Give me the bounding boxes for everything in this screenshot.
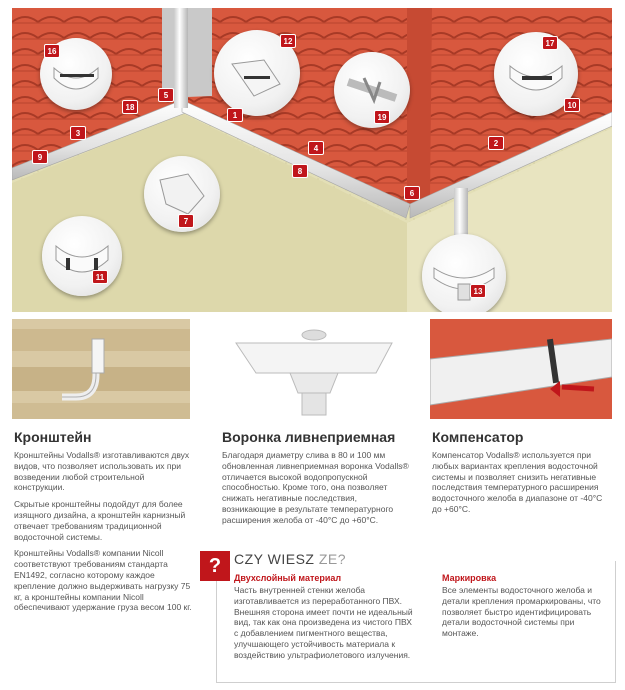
callout-12: 12	[280, 34, 296, 48]
callout-4: 4	[308, 141, 324, 155]
compensator-photo	[430, 319, 612, 419]
funnel-photo	[216, 319, 412, 419]
callout-17: 17	[542, 36, 558, 50]
bracket-photo	[12, 319, 190, 419]
callout-6: 6	[404, 186, 420, 200]
two-layer-material-heading: Двухслойный материал	[234, 573, 342, 583]
funnel-paragraph-1: Благодаря диаметру слива в 80 и 100 мм обновленная ливнеприемная воронка Vodalls® отличается высокой водопропускной способностью. Кроме того, она позволяет снижать негативные последствия, возникающие в результате температурного расширения желоба от -40°C до +60°C.	[222, 450, 409, 525]
callout-13: 13	[470, 284, 486, 298]
callout-2: 2	[488, 136, 504, 150]
funnel-title: Воронка ливнеприемная	[222, 429, 396, 445]
did-you-know-title	[234, 551, 350, 567]
bracket-paragraph-3: Кронштейны Vodalls® компании Nicoll соответствуют требованиям стандарта EN1492, согласно которому каждое крепление должно выдерживать нагрузку 75 кг, а кронштейны компании Nicoll обеспечивают удержание груза весом 100 кг.	[14, 548, 192, 613]
compensator-image	[430, 319, 612, 419]
callout-7: 7	[178, 214, 194, 228]
callout-5: 5	[158, 88, 174, 102]
inset-coupler-11	[42, 216, 122, 296]
bracket-paragraph-1: Кронштейны Vodalls® изготавливаются двух видов, что позволяет использовать их при возведении любой строительной конструкции.	[14, 450, 190, 493]
callout-16: 16	[44, 44, 60, 58]
two-layer-material-text: Часть внутренней стенки желоба изготавливается из переработанного ПВХ. Внешняя сторона имеет почти не идеальный вид, так как она произведена из чистого ПВХ с добавлением пигментного вещества, улучшающего устойчивость материала к воздействию ультрафиолетового излучения.	[234, 585, 413, 660]
marking-text: Все элементы водосточного желоба и детали крепления промаркированы, что позволяет быстро идентифицировать детали водосточной системы при монтаже.	[442, 585, 601, 639]
bracket-paragraph-2: Скрытые кронштейны подойдут для более изящного дизайна, а кронштейн карнизный отвечает требованиям традиционной водосточной системы.	[14, 499, 186, 542]
callout-3: 3	[70, 126, 86, 140]
did-you-know-title-main: CZY WIESZ	[234, 551, 315, 567]
compensator-paragraph-1: Компенсатор Vodalls® используется при любых вариантах крепления водосточной системы и позволяет снизить негативные последствия температурного расширения водосточного желоба в диапазоне от -40°C до +60°C.	[432, 450, 603, 514]
marking-heading: Маркировка	[442, 573, 497, 583]
callout-11: 11	[92, 270, 108, 284]
inset-outlet-13	[422, 234, 506, 312]
bracket-description	[14, 450, 194, 619]
callout-19: 19	[374, 110, 390, 124]
callout-8: 8	[292, 164, 308, 178]
bracket-title: Кронштейн	[14, 429, 92, 445]
did-you-know-title-accent: ZE?	[318, 551, 347, 567]
question-icon: ?	[200, 551, 230, 581]
callout-1: 1	[227, 108, 243, 122]
callout-9: 9	[32, 150, 48, 164]
hidden-bracket-icon	[334, 52, 410, 128]
callout-18: 18	[122, 100, 138, 114]
funnel-image	[216, 319, 412, 419]
compensator-description	[432, 450, 610, 521]
gutter-system-illustration	[12, 8, 612, 312]
did-you-know-box	[200, 551, 616, 684]
funnel-description	[222, 450, 412, 532]
callout-10: 10	[564, 98, 580, 112]
inset-bracket-19	[334, 52, 410, 128]
compensator-title: Компенсатор	[432, 429, 524, 445]
gutter-coupler-icon	[42, 216, 122, 296]
gutter-outlet-icon	[422, 234, 506, 312]
bracket-image	[12, 319, 190, 419]
